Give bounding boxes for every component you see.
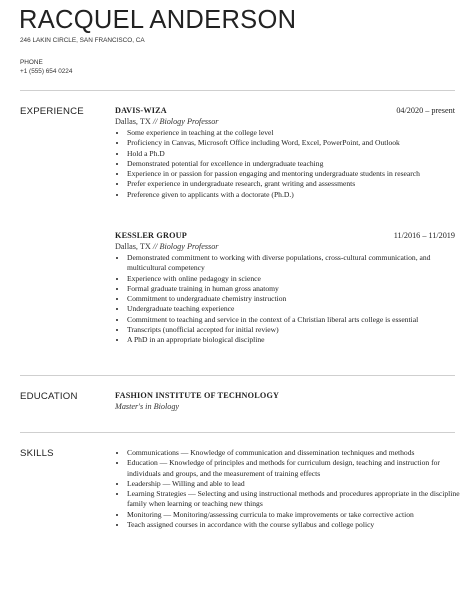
- job-role: Biology Professor: [159, 117, 219, 126]
- skills-heading: SKILLS: [20, 448, 54, 459]
- list-item: • Proficiency in Canvas, Microsoft Office including Word, Excel, PowerPoint, and Outlook: [127, 138, 462, 148]
- list-item: • Undergraduate teaching experience: [127, 304, 462, 314]
- school-name: FASHION INSTITUTE OF TECHNOLOGY: [115, 391, 280, 400]
- job-location-role: [115, 242, 219, 251]
- address: 246 LAKIN CIRCLE, SAN FRANCISCO, CA: [20, 37, 145, 44]
- list-item: • Hold a Ph.D: [127, 149, 462, 159]
- job-dates: 11/2016 – 11/2019: [393, 231, 455, 240]
- school-header: [115, 391, 455, 400]
- job-bullets: [115, 128, 462, 200]
- job-dates: 04/2020 – present: [396, 106, 455, 115]
- divider: [20, 432, 455, 433]
- company-name: DAVIS-WIZA: [115, 106, 167, 115]
- candidate-name: RACQUEL ANDERSON: [19, 6, 297, 34]
- job-role: Biology Professor: [159, 242, 219, 251]
- list-item: • Teach assigned courses in accordance with the course syllabus and college policy: [127, 520, 462, 530]
- company-name: KESSLER GROUP: [115, 231, 187, 240]
- list-item: • Communications — Knowledge of communication and dissemination techniques and methods: [127, 448, 462, 458]
- separator: //: [152, 117, 160, 126]
- list-item: • A PhD in an appropriate biological discipline: [127, 335, 462, 345]
- list-item: • Experience with online pedagogy in science: [127, 274, 462, 284]
- separator: //: [152, 242, 160, 251]
- job-header: [115, 106, 455, 115]
- divider: [20, 90, 455, 91]
- list-item: • Commitment to teaching and service in the context of a Christian liberal arts college is essential: [127, 315, 462, 325]
- job-location: Dallas, TX: [115, 117, 151, 126]
- list-item: • Education — Knowledge of principles and methods for curriculum design, teaching and instruction for individuals and groups, and the measurement of training effects: [127, 458, 462, 479]
- list-item: • Prefer experience in undergraduate research, grant writing and assessments: [127, 179, 462, 189]
- list-item: • Commitment to undergraduate chemistry instruction: [127, 294, 462, 304]
- list-item: • Demonstrated commitment to working with diverse populations, cross-cultural communication, and multicultural competency: [127, 253, 462, 274]
- job-bullets: [115, 253, 462, 346]
- experience-heading: EXPERIENCE: [20, 106, 84, 117]
- skills-list: [115, 448, 462, 530]
- divider: [20, 375, 455, 376]
- job-location: Dallas, TX: [115, 242, 151, 251]
- education-heading: EDUCATION: [20, 391, 78, 402]
- list-item: • Learning Strategies — Selecting and using instructional methods and procedures appropriate in the discipline family when learning or teaching new things: [127, 489, 462, 510]
- list-item: • Some experience in teaching at the college level: [127, 128, 462, 138]
- list-item: • Leadership — Willing and able to lead: [127, 479, 462, 489]
- list-item: • Demonstrated potential for excellence in undergraduate teaching: [127, 159, 462, 169]
- list-item: • Monitoring — Monitoring/assessing curricula to make improvements or take corrective action: [127, 510, 462, 520]
- phone-label: PHONE: [20, 59, 43, 66]
- degree: Master's in Biology: [115, 402, 180, 411]
- phone-number: +1 (555) 654 0224: [20, 68, 73, 75]
- list-item: • Transcripts (unofficial accepted for initial review): [127, 325, 462, 335]
- list-item: • Formal graduate training in human gross anatomy: [127, 284, 462, 294]
- list-item: • Experience in or passion for passion engaging and mentoring undergraduate students in research: [127, 169, 462, 179]
- list-item: • Preference given to applicants with a doctorate (Ph.D.): [127, 190, 462, 200]
- job-header: [115, 231, 455, 240]
- job-location-role: [115, 117, 219, 126]
